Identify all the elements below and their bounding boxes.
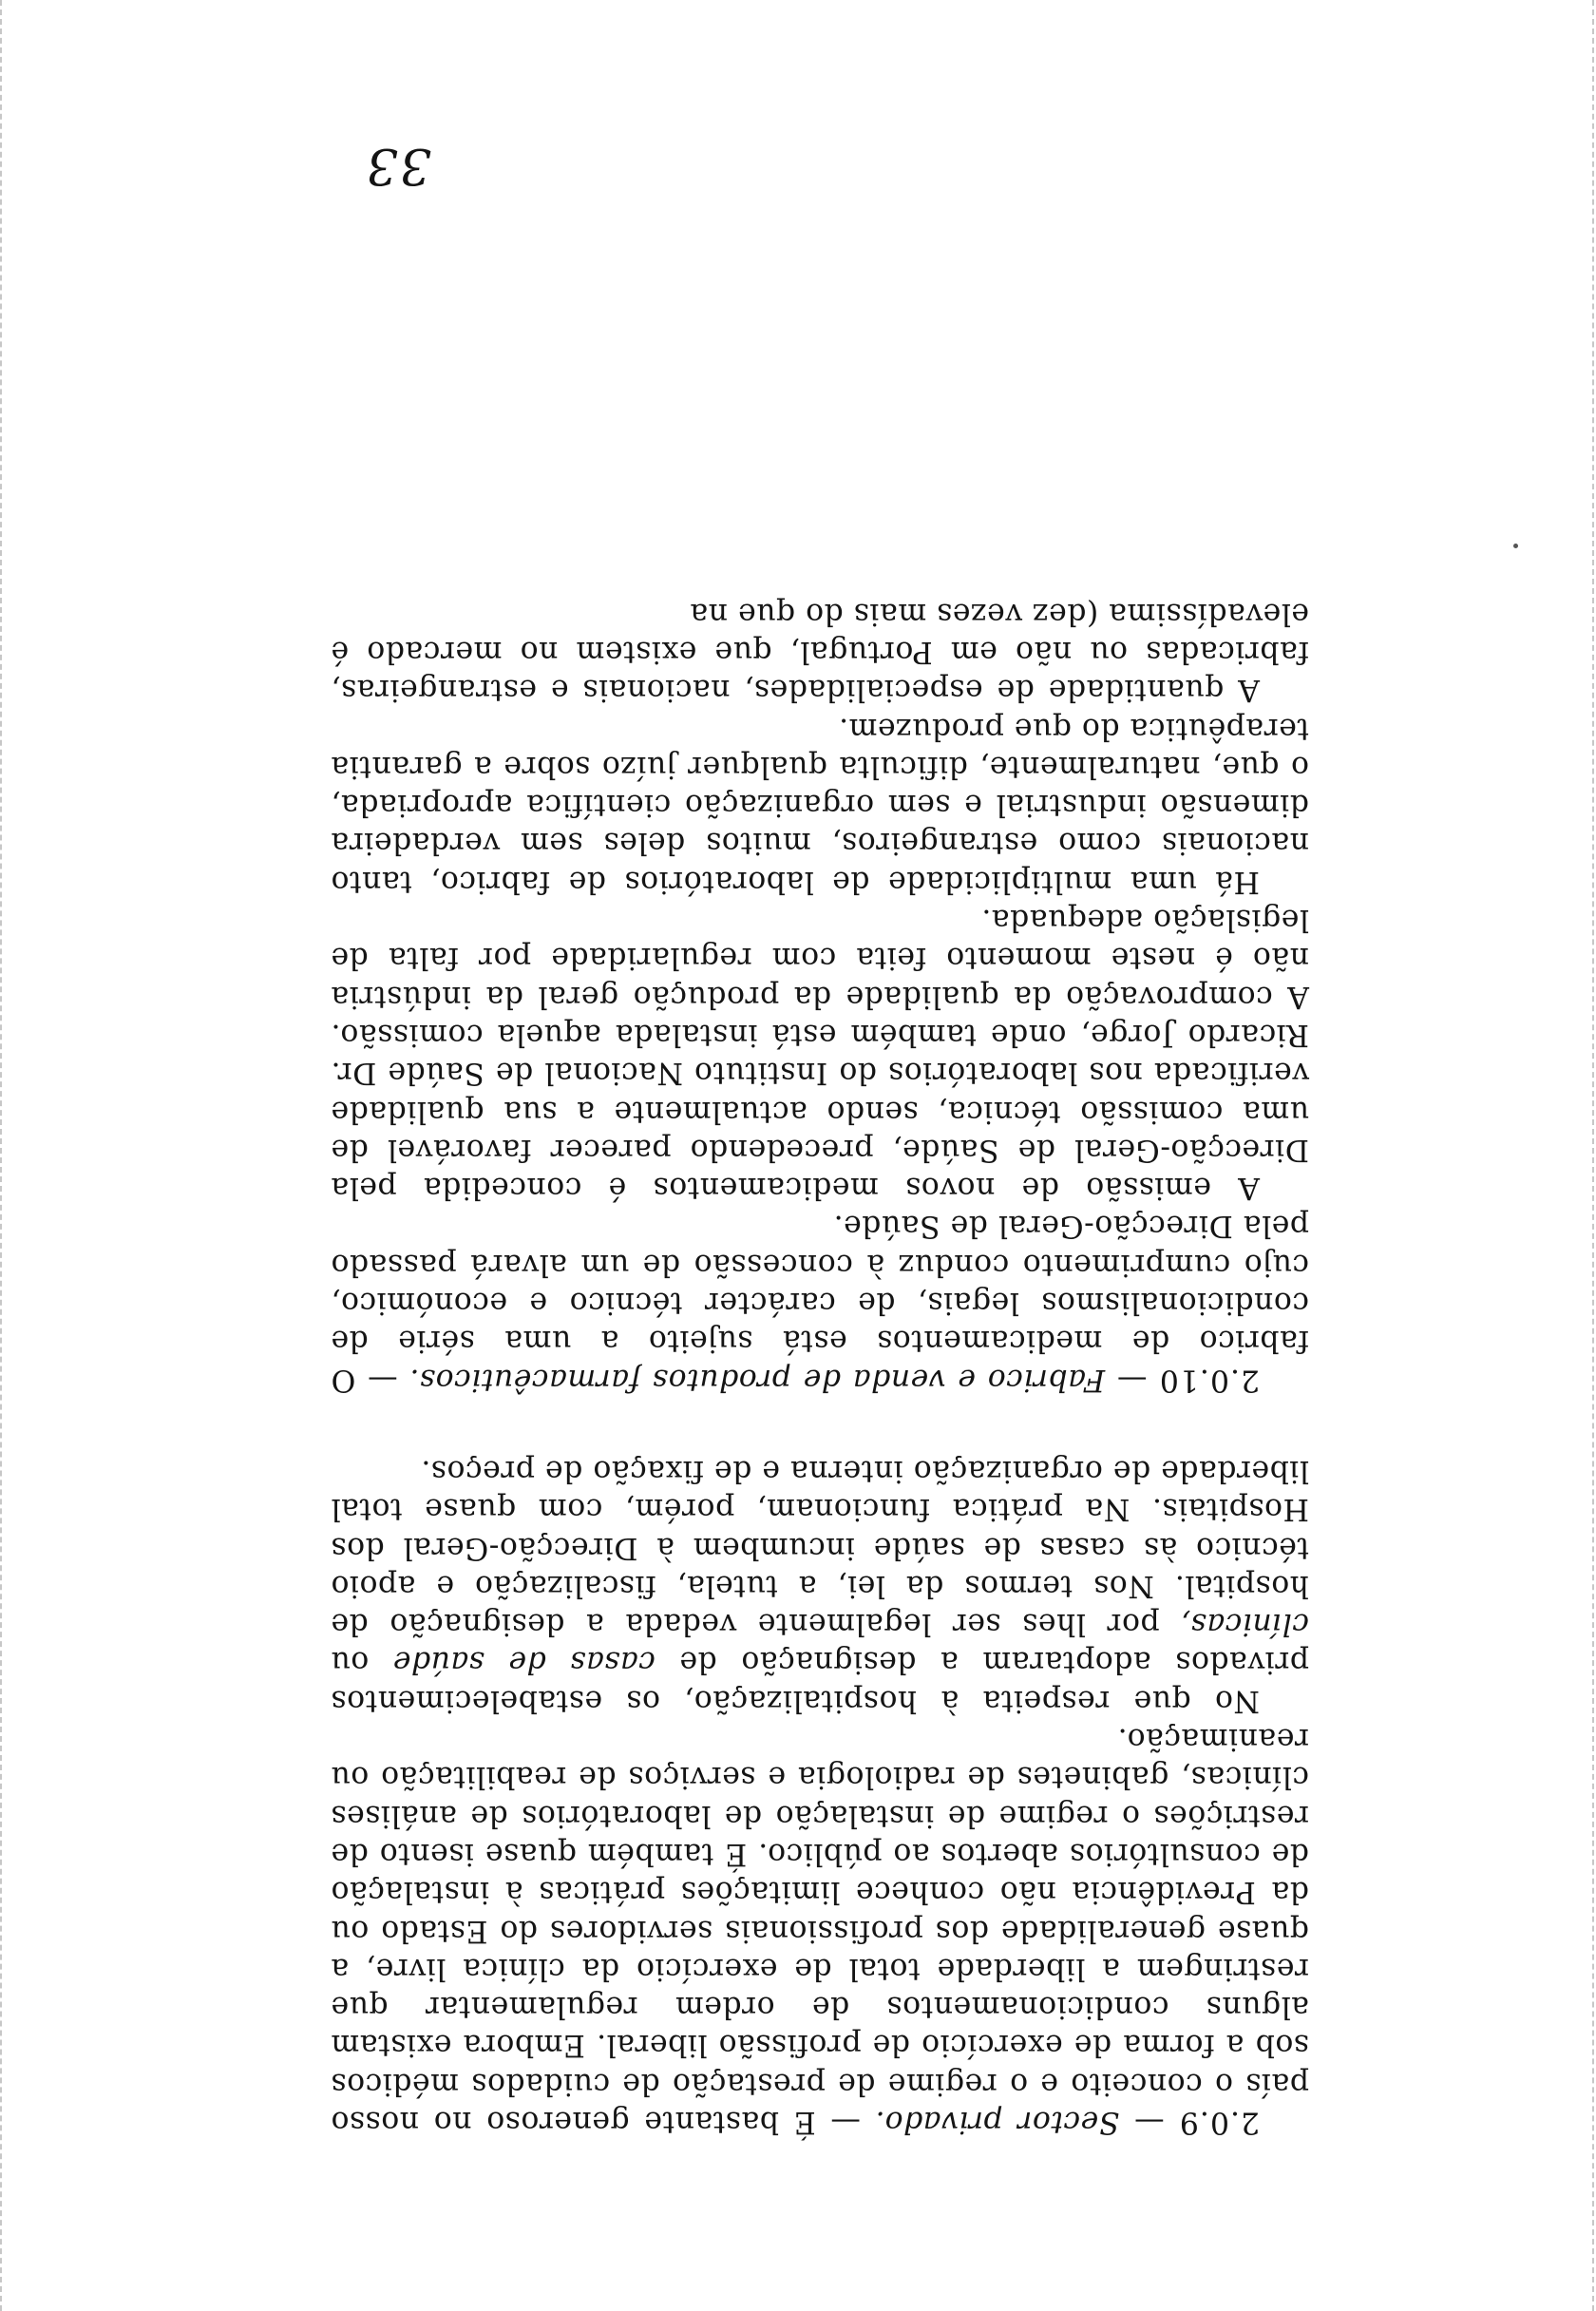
section-2-0-10-emission: A emissão de novos medicamentos é concedida pela Direcção-Geral de Saúde, precedendo parecer favorável de uma comissão técnica, sendo actualmente a sua qualidade verificada nos laboratórios do Instituto Nacional de Saúde Dr. Ricardo Jorge, onde também está instalada aquela comissão. A comprovação da qualidade da produção geral da indústria não é neste momento feita com regularidade por falta de legislação adequada. <box>331 903 1309 1206</box>
section-gap <box>331 1399 1309 1452</box>
section-number: 2.0.10 <box>1158 1362 1260 1397</box>
section-2-0-9-intro: 2.0.9 — Sector privado. — É bastante generoso no nosso país o conceito e o regime de prestação de cuidados médicos sob a forma de exercício de profissão liberal. Embora existam alguns condicionamentos de ordem regulamentar que restringem a liberdade total de exercício da clínica livre, a quase generalidade dos profissionais servidores do Estado ou da Previdência não conhece limitações práticas à instalação de consultórios abertos ao público. É também quase isento de restrições o regime de instalação de laboratórios de análises clínicas, gabinetes de radiologia e serviços de reabilitação ou reanimação. <box>331 1722 1309 2139</box>
paragraph-text: No que respeita à hospitalização, os estabelecimentos privados adoptaram a designação de <box>331 1645 1309 1718</box>
section-title: Sector privado. <box>875 2105 1120 2139</box>
section-2-0-10-specialties: A quantidade de especialidades, nacionais e estrangeiras, fabricadas ou não em Portugal, que existem no mercado é elevadíssima (dez vezes mais do que na <box>331 596 1309 708</box>
paragraph-text: — O fabrico de medicamentos está sujeito a uma série de condicionalismos legais, de carácter técnico e económico, cujo cumprimento conduz à concessão de um alvará passado pela Direcção-Geral de Saúde. <box>330 1209 1309 1397</box>
section-2-0-9-hospitalization <box>331 1452 1309 1720</box>
paragraph-text: ou <box>331 1645 393 1680</box>
section-number: 2.0.9 <box>1178 2105 1260 2139</box>
section-title: Fabrico e venda de produtos farmacêuticos. <box>408 1362 1106 1397</box>
emphasis-clinicas: clínicas, <box>1180 1607 1309 1642</box>
section-2-0-10-laboratories: Há uma multiplicidade de laboratórios de fabrico, tanto nacionais como estrangeiros, muitos deles sem verdadeira dimensão industrial e sem organização científica apropriada, o que, naturalmente, dificulta qualquer juízo sobre a garantia terapêutica do que produzem. <box>331 711 1309 899</box>
paragraph-text: — É bastante generoso no nosso país o conceito e o regime de prestação de cuidados médicos sob a forma de exercício de profissão liberal. Embora existam alguns condicionamentos de ordem regulamentar que restringem a liberdade total de exercício da clínica livre, a quase generalidade dos profissionais servidores do Estado ou da Previdência não conhece limitações práticas à instalação de consultórios abertos ao público. É também quase isento de restrições o regime de instalação de laboratórios de análises clínicas, gabinetes de radiologia e serviços de reabilitação ou reanimação. <box>331 1722 1309 2139</box>
paragraph-text: por lhes ser legalmente vedada a designação de hospital. Nos termos da lei, a tutela, fiscalização e apoio técnico às casas de saúde incumbem à Direcção-Geral dos Hospitais. Na prática funcionam, porém, com quase total liberdade de organização interna e de fixação de preços. <box>331 1453 1309 1642</box>
page-number: 33 <box>364 137 431 194</box>
emphasis-casas-de-saude: casas de saúde <box>392 1645 656 1680</box>
section-2-0-10-intro: 2.0.10 — Fabrico e venda de produtos farmacêuticos. — O fabrico de medicamentos está sujeito a uma série de condicionalismos legais, de carácter técnico e económico, cujo cumprimento conduz à concessão de um alvará passado pela Direcção-Geral de Saúde. <box>330 1209 1309 1397</box>
body-text <box>331 594 1309 2141</box>
